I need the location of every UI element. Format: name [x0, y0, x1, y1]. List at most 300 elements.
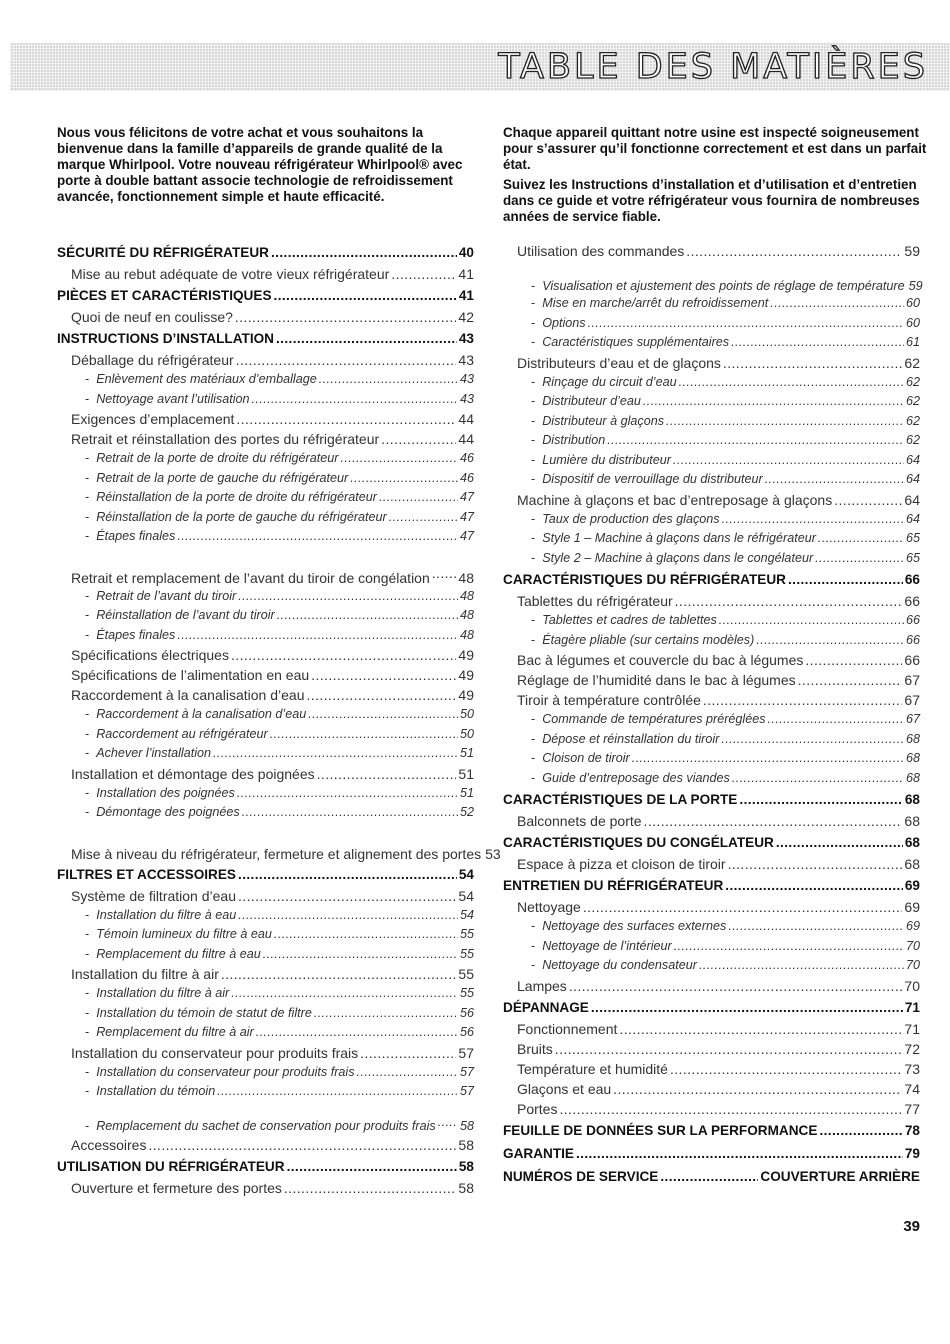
- toc-section[interactable]: [57, 1155, 474, 1178]
- dot-leader: [238, 863, 457, 886]
- toc-entry-title: - Cloison de tiroir: [531, 749, 630, 769]
- dot-leader: [284, 1178, 457, 1203]
- toc-entry-title: Utilisation des commandes: [517, 243, 685, 259]
- toc-page-number: 70: [904, 977, 920, 994]
- dot-leader: [788, 568, 903, 591]
- toc-entry-title: - Distributeur d’eau: [531, 392, 641, 412]
- toc-entry-title: - Installation du conservateur pour produits frais: [85, 1063, 355, 1083]
- toc-subentry[interactable]: [503, 631, 920, 651]
- toc-page-number: 43: [459, 372, 474, 386]
- intro-paragraph: Chaque appareil quittant notre usine est inspecté soigneusement pour s’assurer qu’il fonctionne correctement et est dans un parfait état.: [503, 125, 927, 172]
- toc-page-number: 77: [904, 1100, 920, 1117]
- toc-entry[interactable]: [503, 241, 920, 261]
- toc-page-number: 62: [905, 374, 920, 389]
- toc-page-number: 62: [904, 354, 920, 371]
- toc-subentry[interactable]: [57, 508, 474, 528]
- toc-entry-title: FILTRES ET ACCESSOIRES: [57, 866, 237, 882]
- toc-entry-title: - Étapes finales: [85, 626, 175, 646]
- toc-page-number: 54: [458, 866, 474, 882]
- toc-page-number: 67: [905, 712, 920, 726]
- toc-entry-title: - Retrait de l’avant du tiroir: [85, 587, 236, 607]
- toc-page-number: 46: [459, 451, 474, 465]
- toc-page-number: 69: [905, 919, 920, 933]
- toc-page-number: 43: [459, 391, 474, 406]
- toc-entry-title: - Installation des poignées: [85, 784, 235, 804]
- toc-subentry[interactable]: [503, 730, 920, 750]
- toc-entry-title: Retrait et remplacement de l’avant du tiroir de congélation: [71, 569, 430, 586]
- dot-leader: [819, 1119, 902, 1142]
- toc-page-number: 62: [905, 433, 920, 447]
- toc-subentry[interactable]: [503, 314, 920, 334]
- toc-subentry[interactable]: [503, 749, 920, 769]
- toc-entry-title: Exigences d’emplacement: [71, 411, 235, 427]
- toc-page-number: 68: [904, 813, 920, 829]
- toc-subentry[interactable]: [57, 1023, 474, 1043]
- toc-subentry[interactable]: [57, 469, 474, 489]
- toc-entry-title: - Réinstallation de la porte de gauche du réfrigérateur: [85, 508, 387, 528]
- toc-subentry[interactable]: [503, 549, 920, 569]
- toc-entry[interactable]: [57, 409, 474, 429]
- toc-section[interactable]: [503, 788, 920, 811]
- toc-subentry[interactable]: [57, 626, 474, 646]
- toc-subentry[interactable]: [57, 705, 474, 725]
- toc-page-number: 66: [905, 613, 920, 627]
- toc-page-number: 57: [459, 1084, 474, 1098]
- toc-entry-title: Mise au rebut adéquate de votre vieux réfrigérateur: [71, 266, 390, 282]
- toc-entry-title: UTILISATION DU RÉFRIGÉRATEUR: [57, 1158, 285, 1174]
- toc-page-number: 72: [904, 1040, 920, 1057]
- toc-entry-title: DÉPANNAGE: [503, 999, 589, 1015]
- toc-page-number: COUVERTURE ARRIÈRE: [760, 1168, 920, 1184]
- toc-page-number: 57: [458, 1044, 474, 1061]
- toc-entry-title: - Mise en marche/arrêt du refroidissement: [531, 294, 768, 314]
- toc-entry[interactable]: [57, 645, 474, 665]
- toc-entry[interactable]: [57, 307, 474, 327]
- intro-paragraph: Nous vous félicitons de votre achat et vous souhaitons la bienvenue dans la famille d’appareils de grande qualité de la marque Whirlpool. Votre nouveau réfrigérateur Whirlpool® avec porte à double battant associe technologie de refroidissement avancée, fonctionnement simple et haute efficacité.: [57, 125, 463, 204]
- dot-leader: [274, 284, 457, 307]
- title-banner: [10, 43, 950, 91]
- toc-page-number: 55: [459, 946, 474, 961]
- toc-left-column: [57, 241, 501, 1198]
- toc-page-number: 71: [904, 999, 920, 1015]
- toc-entry-title: - Nettoyage du condensateur: [531, 956, 697, 976]
- toc-page-number: 69: [904, 878, 920, 893]
- toc-entry-title: Accessoires: [71, 1136, 147, 1153]
- toc-page-number: 51: [458, 765, 474, 782]
- toc-entry-title: Quoi de neuf en coulisse?: [71, 309, 233, 325]
- dot-leader: [776, 831, 903, 854]
- toc-entry-title: - Style 2 – Machine à glaçons dans le congélateur: [531, 549, 813, 569]
- intro-left: [57, 125, 477, 209]
- toc-page-number: 66: [904, 593, 920, 609]
- toc-entry-title: - Dispositif de verrouillage du distributeur: [531, 470, 763, 490]
- toc-entry-title: - Achever l’installation: [85, 744, 211, 764]
- toc-entry-title: - Installation du filtre à air: [85, 984, 229, 1004]
- dot-leader: [177, 527, 458, 551]
- toc-entry-title: GARANTIE: [503, 1145, 574, 1161]
- toc-entry[interactable]: [57, 964, 474, 984]
- toc-entry-title: - Réinstallation de l’avant du tiroir: [85, 606, 275, 626]
- toc-page-number: 64: [905, 472, 920, 486]
- toc-page-number: 68: [905, 731, 920, 746]
- toc-entry-title: - Témoin lumineux du filtre à eau: [85, 925, 272, 945]
- toc-page-number: 56: [459, 1005, 474, 1020]
- toc-entry[interactable]: [503, 353, 920, 373]
- toc-page-number: 68: [904, 835, 920, 850]
- toc-entry-title: - Visualisation et ajustement des points de réglage de température: [531, 279, 905, 295]
- toc-entry[interactable]: [503, 670, 920, 690]
- toc-entry-title: Ouverture et fermeture des portes: [71, 1179, 282, 1196]
- toc-entry-title: - Étagère pliable (sur certains modèles): [531, 631, 754, 651]
- toc-page-number: 59: [908, 278, 923, 293]
- toc-page-number: 51: [459, 746, 474, 760]
- toc-entry-title: INSTRUCTIONS D’INSTALLATION: [57, 331, 274, 346]
- toc-page-number: 55: [458, 966, 474, 982]
- toc-entry-title: PIÈCES ET CARACTÉRISTIQUES: [57, 288, 272, 303]
- toc-entry-title: - Distributeur à glaçons: [531, 412, 664, 432]
- toc-section[interactable]: [503, 568, 920, 591]
- toc-entry[interactable]: [57, 429, 474, 449]
- toc-page-number: 58: [459, 1119, 474, 1133]
- toc-page-number: 41: [458, 288, 474, 303]
- toc-subentry[interactable]: [57, 390, 474, 410]
- toc-entry-title: - Remplacement du filtre à eau: [85, 945, 261, 965]
- toc-entry[interactable]: [57, 823, 501, 863]
- dot-leader: [739, 788, 902, 811]
- toc-entry-title: - Dépose et réinstallation du tiroir: [531, 730, 719, 750]
- toc-entry[interactable]: [57, 1043, 474, 1063]
- toc-page-number: 48: [458, 569, 474, 586]
- toc-page-number: 65: [905, 531, 920, 545]
- toc-entry-title: - Distribution: [531, 431, 605, 451]
- toc-subentry[interactable]: [503, 412, 920, 432]
- toc-section[interactable]: [503, 874, 920, 897]
- toc-entry[interactable]: [503, 976, 920, 996]
- toc-entry-title: - Caractéristiques supplémentaires: [531, 333, 729, 353]
- toc-page-number: 51: [459, 785, 474, 800]
- toc-entry[interactable]: [57, 1135, 474, 1155]
- toc-page-number: 74: [904, 1080, 920, 1097]
- toc-subentry[interactable]: [57, 1063, 474, 1083]
- toc-entry[interactable]: [503, 1079, 920, 1099]
- toc-section[interactable]: [503, 1142, 920, 1165]
- toc-entry-title: - Remplacement du sachet de conservation pour produits frais: [85, 1119, 436, 1135]
- toc-entry-title: Système de filtration d’eau: [71, 887, 236, 904]
- toc-page-number: 62: [905, 413, 920, 428]
- toc-entry-title: Espace à pizza et cloison de tiroir: [517, 856, 726, 872]
- toc-subentry[interactable]: [57, 744, 474, 764]
- toc-entry[interactable]: [57, 1178, 474, 1198]
- toc-entry[interactable]: [57, 547, 474, 587]
- page-number: 39: [903, 1218, 920, 1235]
- toc-page-number: 53: [485, 845, 501, 862]
- toc-entry[interactable]: [57, 685, 474, 705]
- toc-subentry[interactable]: [503, 510, 920, 530]
- toc-entry[interactable]: [57, 264, 474, 284]
- toc-entry[interactable]: [503, 650, 920, 670]
- toc-section[interactable]: [503, 831, 920, 854]
- toc-entry-title: Bac à légumes et couvercle du bac à légumes: [517, 652, 804, 668]
- toc-entry[interactable]: [503, 1099, 920, 1119]
- dot-leader: [591, 996, 903, 1019]
- toc-page-number: 58: [458, 1179, 474, 1196]
- toc-page-number: 54: [459, 907, 474, 922]
- dot-leader: [432, 565, 457, 587]
- toc-page-number: 78: [904, 1122, 920, 1138]
- toc-entry-title: Tiroir à température contrôlée: [517, 692, 701, 708]
- toc-subentry[interactable]: [57, 906, 474, 926]
- dot-leader: [725, 874, 903, 897]
- toc-page-number: 64: [905, 452, 920, 467]
- toc-page-number: 66: [904, 572, 920, 587]
- toc-entry-title: Spécifications électriques: [71, 647, 229, 663]
- toc-entry-title: - Installation du témoin de statut de filtre: [85, 1004, 312, 1024]
- toc-page-number: 70: [905, 938, 920, 953]
- toc-entry-title: Distributeurs d’eau et de glaçons: [517, 354, 721, 371]
- toc-entry[interactable]: [503, 490, 920, 510]
- toc-entry-title: - Nettoyage des surfaces externes: [531, 917, 726, 937]
- toc-page-number: 47: [459, 490, 474, 504]
- toc-entry-title: - Retrait de la porte de droite du réfrigérateur: [85, 449, 338, 469]
- toc-entry-title: Installation du filtre à air: [71, 966, 219, 982]
- toc-entry[interactable]: [57, 665, 474, 685]
- toc-entry-title: Spécifications de l’alimentation en eau: [71, 667, 310, 683]
- toc-subentry[interactable]: [57, 984, 474, 1004]
- toc-page-number: 55: [459, 927, 474, 941]
- toc-entry-title: Raccordement à la canalisation d’eau: [71, 687, 305, 703]
- toc-page-number: 48: [459, 608, 474, 622]
- toc-entry-title: - Rinçage du circuit d’eau: [531, 373, 677, 393]
- toc-page-number: 42: [458, 309, 474, 325]
- toc-entry-title: - Installation du témoin: [85, 1082, 215, 1102]
- toc-entry-title: Balconnets de porte: [517, 813, 642, 829]
- toc-page-number: 61: [905, 335, 920, 349]
- toc-entry[interactable]: [503, 854, 920, 874]
- toc-subentry[interactable]: [57, 1102, 474, 1135]
- toc-entry[interactable]: [503, 811, 920, 831]
- toc-subentry[interactable]: [57, 1082, 474, 1102]
- toc-page-number: 58: [458, 1136, 474, 1153]
- toc-page-number: 54: [458, 887, 474, 904]
- toc-page-number: 48: [459, 627, 474, 642]
- toc-page-number: 43: [458, 331, 474, 346]
- toc-section[interactable]: [57, 863, 474, 886]
- toc-section[interactable]: [57, 241, 474, 264]
- toc-section[interactable]: [503, 1165, 920, 1188]
- toc-right-column: [503, 241, 923, 1188]
- toc-subentry[interactable]: [503, 710, 920, 730]
- toc-entry-title: CARACTÉRISTIQUES DU RÉFRIGÉRATEUR: [503, 572, 786, 587]
- toc-subentry[interactable]: [57, 370, 474, 390]
- toc-entry-title: - Tablettes et cadres de tablettes: [531, 611, 717, 631]
- toc-entry-title: - Nettoyage avant l’utilisation: [85, 390, 250, 410]
- toc-page-number: 40: [458, 245, 474, 260]
- toc-entry-title: SÉCURITÉ DU RÉFRIGÉRATEUR: [57, 245, 269, 260]
- toc-subentry[interactable]: [57, 1004, 474, 1024]
- toc-page-number: 67: [904, 672, 920, 688]
- toc-entry-title: Bruits: [517, 1040, 553, 1057]
- toc-page-number: 43: [458, 352, 474, 368]
- intro-right: [503, 125, 928, 229]
- toc-page-number: 58: [458, 1158, 474, 1174]
- toc-page-number: 68: [904, 856, 920, 872]
- toc-page-number: 67: [904, 692, 920, 708]
- toc-subentry[interactable]: [57, 527, 474, 547]
- toc-page-number: 60: [905, 296, 920, 310]
- toc-entry-title: Fonctionnement: [517, 1020, 618, 1037]
- toc-entry[interactable]: [503, 1019, 920, 1039]
- toc-page-number: 79: [904, 1145, 920, 1161]
- toc-entry-title: Déballage du réfrigérateur: [71, 352, 234, 368]
- toc-subentry[interactable]: [57, 803, 474, 823]
- toc-page-number: 47: [459, 529, 474, 543]
- toc-entry[interactable]: [503, 1059, 920, 1079]
- toc-page-number: 50: [459, 707, 474, 721]
- toc-page-number: 44: [458, 431, 474, 447]
- toc-subentry[interactable]: [503, 611, 920, 631]
- toc-page-number: 56: [459, 1025, 474, 1039]
- toc-subentry[interactable]: [57, 925, 474, 945]
- toc-subentry[interactable]: [57, 784, 474, 804]
- toc-entry-title: - Nettoyage de l’intérieur: [531, 937, 672, 957]
- toc-page-number: 66: [904, 652, 920, 668]
- toc-entry-title: - Commande de températures préréglées: [531, 710, 766, 730]
- toc-subentry[interactable]: [503, 529, 920, 549]
- toc-entry-title: - Réinstallation de la porte de droite du réfrigérateur: [85, 488, 377, 508]
- toc-page-number: 55: [459, 986, 474, 1000]
- toc-subentry[interactable]: [57, 488, 474, 508]
- toc-subentry[interactable]: [57, 587, 474, 607]
- toc-section[interactable]: [57, 327, 474, 350]
- toc-subentry[interactable]: [57, 449, 474, 469]
- toc-entry-title: - Installation du filtre à eau: [85, 906, 236, 926]
- toc-page-number: 49: [458, 667, 474, 683]
- toc-entry-title: Retrait et réinstallation des portes du réfrigérateur: [71, 431, 380, 447]
- toc-entry-title: - Raccordement au réfrigérateur: [85, 725, 268, 745]
- dot-leader: [276, 327, 457, 350]
- toc-page-number: 59: [904, 243, 920, 259]
- toc-entry-title: - Démontage des poignées: [85, 803, 240, 823]
- toc-section[interactable]: [503, 1119, 920, 1142]
- intro-paragraph: Suivez les Instructions d’installation et d’utilisation et d’entretien dans ce guide et votre réfrigérateur vous fournira de nombreuses années de service fiable.: [503, 177, 920, 224]
- toc-subentry[interactable]: [503, 373, 920, 393]
- toc-entry-title: - Options: [531, 314, 586, 334]
- toc-entry-title: Machine à glaçons et bac d’entreposage à glaçons: [517, 491, 833, 508]
- toc-page-number: 49: [458, 647, 474, 663]
- toc-page-number: 62: [905, 394, 920, 408]
- toc-subentry[interactable]: [57, 945, 474, 965]
- dot-leader: [242, 803, 458, 827]
- toc-entry[interactable]: [503, 591, 920, 611]
- toc-page-number: 65: [905, 550, 920, 565]
- toc-subentry[interactable]: [503, 917, 920, 937]
- toc-page-number: 49: [458, 687, 474, 703]
- toc-entry-title: CARACTÉRISTIQUES DE LA PORTE: [503, 792, 738, 807]
- toc-entry-title: FEUILLE DE DONNÉES SUR LA PERFORMANCE: [503, 1122, 818, 1138]
- toc-entry-title: Lampes: [517, 977, 567, 994]
- dot-leader: [217, 1082, 458, 1106]
- toc-entry-title: - Enlèvement des matériaux d’emballage: [85, 370, 317, 390]
- toc-entry-title: - Raccordement à la canalisation d’eau: [85, 705, 306, 725]
- toc-subentry[interactable]: [503, 451, 920, 471]
- toc-entry-title: Installation du conservateur pour produits frais: [71, 1044, 359, 1061]
- toc-page-number: 41: [458, 266, 474, 282]
- toc-entry-title: - Taux de production des glaçons: [531, 510, 720, 530]
- toc-subentry[interactable]: [503, 431, 920, 451]
- toc-page-number: 60: [905, 315, 920, 330]
- toc-entry[interactable]: [57, 886, 474, 906]
- toc-entry-title: Portes: [517, 1100, 558, 1117]
- toc-page-number: 68: [905, 751, 920, 765]
- toc-entry[interactable]: [503, 690, 920, 710]
- toc-page-number: 64: [905, 511, 920, 526]
- toc-page-number: 71: [904, 1020, 920, 1037]
- toc-page-number: 48: [459, 588, 474, 603]
- toc-page-number: 69: [904, 899, 920, 915]
- toc-entry-title: ENTRETIEN DU RÉFRIGÉRATEUR: [503, 878, 724, 893]
- toc-subentry[interactable]: [503, 333, 920, 353]
- toc-page-number: 50: [459, 726, 474, 741]
- toc-entry-title: Température et humidité: [517, 1060, 668, 1077]
- toc-page-number: 57: [459, 1064, 474, 1079]
- toc-entry-title: - Retrait de la porte de gauche du réfrigérateur: [85, 469, 348, 489]
- toc-page-number: 46: [459, 470, 474, 485]
- toc-subentry[interactable]: [57, 725, 474, 745]
- toc-subentry[interactable]: [503, 956, 920, 976]
- toc-entry-title: CARACTÉRISTIQUES DU CONGÉLATEUR: [503, 835, 774, 850]
- dot-leader: [287, 1155, 457, 1178]
- toc-subentry[interactable]: [503, 294, 920, 314]
- toc-subentry[interactable]: [503, 769, 920, 789]
- toc-page-number: 44: [458, 411, 474, 427]
- toc-subentry[interactable]: [503, 937, 920, 957]
- toc-section[interactable]: [503, 996, 920, 1019]
- toc-entry[interactable]: [503, 897, 920, 917]
- toc-page-number: 47: [459, 509, 474, 524]
- page-title: TABLE DES MATIÈRES: [498, 47, 928, 87]
- toc-entry-title: Réglage de l’humidité dans le bac à légumes: [517, 672, 796, 688]
- toc-page-number: 64: [904, 491, 920, 508]
- toc-page-number: 52: [459, 805, 474, 819]
- toc-page-number: 68: [905, 770, 920, 785]
- toc-page-number: 73: [904, 1060, 920, 1077]
- toc-entry[interactable]: [57, 764, 474, 784]
- toc-entry-title: - Style 1 – Machine à glaçons dans le réfrigérateur: [531, 529, 816, 549]
- toc-entry-title: - Guide d’entreposage des viandes: [531, 769, 730, 789]
- dot-leader: [686, 241, 902, 266]
- dot-leader: [438, 1115, 458, 1135]
- toc-page-number: 68: [904, 792, 920, 807]
- dot-leader: [660, 1165, 758, 1188]
- dot-leader: [576, 1142, 903, 1165]
- toc-entry-title: - Étapes finales: [85, 527, 175, 547]
- toc-entry[interactable]: [503, 1039, 920, 1059]
- toc-entry-title: Glaçons et eau: [517, 1080, 612, 1097]
- toc-entry-title: Nettoyage: [517, 899, 581, 915]
- toc-entry-title: Mise à niveau du réfrigérateur, fermeture et alignement des portes: [71, 845, 482, 862]
- toc-entry-title: Tablettes du réfrigérateur: [517, 593, 673, 609]
- toc-subentry[interactable]: [503, 392, 920, 412]
- toc-entry-title: - Lumière du distributeur: [531, 451, 671, 471]
- toc-entry[interactable]: [57, 350, 474, 370]
- toc-entry-title: NUMÉROS DE SERVICE: [503, 1168, 659, 1184]
- toc-section[interactable]: [57, 284, 474, 307]
- toc-subentry[interactable]: [57, 606, 474, 626]
- toc-entry-title: Installation et démontage des poignées: [71, 765, 315, 782]
- toc-subentry[interactable]: [503, 470, 920, 490]
- toc-page-number: 70: [905, 958, 920, 972]
- toc-page-number: 66: [905, 632, 920, 647]
